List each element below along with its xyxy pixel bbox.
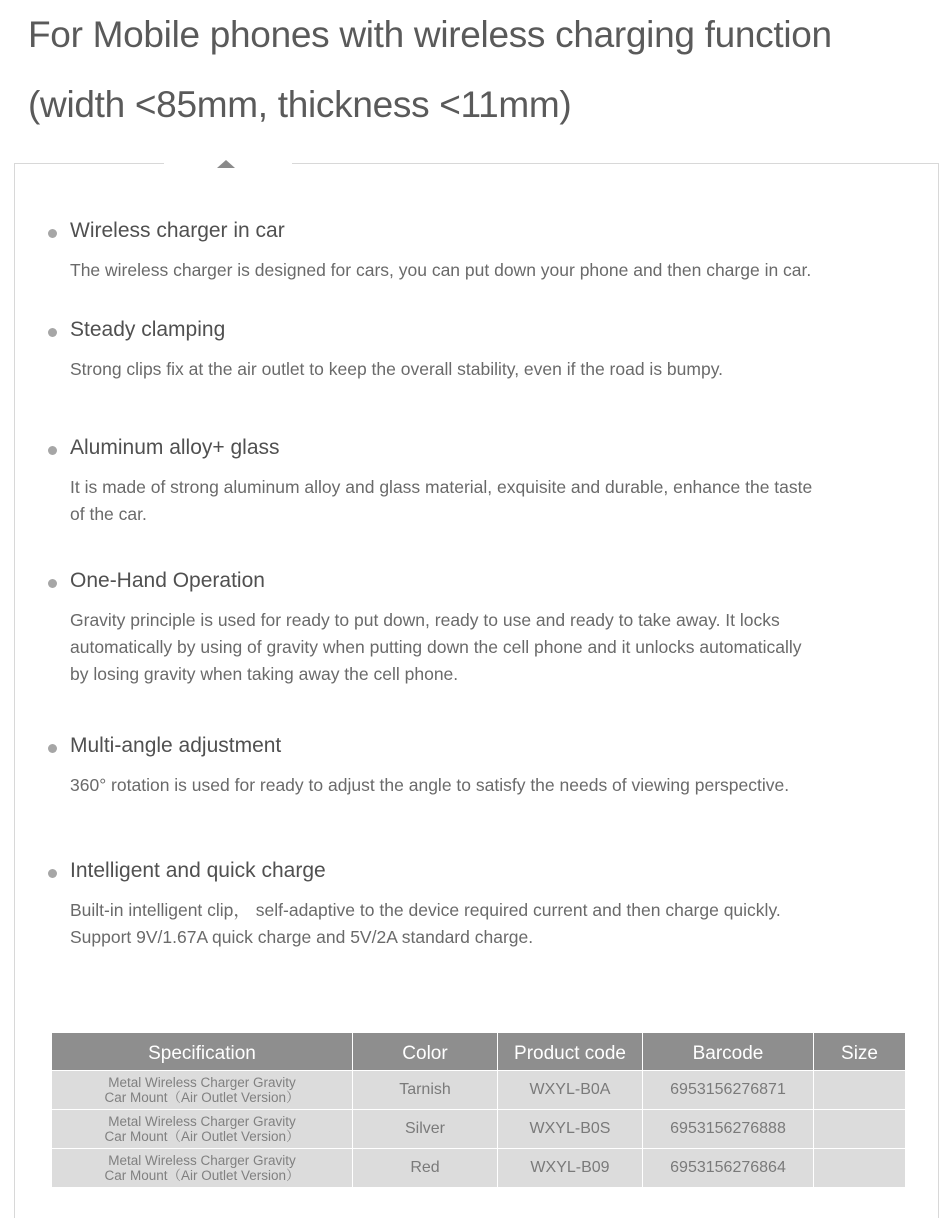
feature-title: Multi-angle adjustment: [70, 734, 282, 757]
frame-border-top-right: [292, 163, 939, 164]
feature-description: The wireless charger is designed for cars, you can put down your phone and then charge in car.: [70, 260, 812, 280]
feature-title: One-Hand Operation: [70, 569, 265, 592]
frame-border-left: [14, 163, 15, 1218]
cell-color: Red: [353, 1149, 498, 1188]
feature-description: Strong clips fix at the air outlet to keep the overall stability, even if the road is bumpy.: [70, 359, 724, 379]
cell-size: [814, 1110, 906, 1149]
feature-title: Steady clamping: [70, 318, 226, 341]
cell-product-code: WXYL-B09: [498, 1149, 643, 1188]
feature-description: Gravity principle is used for ready to put down, ready to use and ready to take away. It locks automatically by using of gravity when putting down the cell phone and it unlocks automatically by losing gravity when taking away the cell phone.: [70, 610, 802, 684]
table-header-row: [52, 1033, 906, 1071]
feature-title: Intelligent and quick charge: [70, 859, 326, 882]
column-header-barcode: Barcode: [643, 1033, 814, 1071]
cell-specification: Metal Wireless Charger Gravity Car Mount（Air Outlet Version）: [52, 1149, 353, 1188]
cell-size: [814, 1149, 906, 1188]
table-row: [52, 1071, 906, 1110]
column-header-size: Size: [814, 1033, 906, 1071]
cell-barcode: 6953156276864: [643, 1149, 814, 1188]
cell-specification: Metal Wireless Charger Gravity Car Mount（Air Outlet Version）: [52, 1071, 353, 1110]
column-header-color: Color: [353, 1033, 498, 1071]
cell-specification: Metal Wireless Charger Gravity Car Mount（Air Outlet Version）: [52, 1110, 353, 1149]
headline-line-2: (width <85mm, thickness <11mm): [28, 84, 572, 125]
column-header-specification: Specification: [52, 1033, 353, 1071]
feature-title: Aluminum alloy+ glass: [70, 436, 280, 459]
bullet-dot-icon: [48, 579, 57, 588]
bullet-dot-icon: [48, 869, 57, 878]
frame-border-top-left: [14, 163, 164, 164]
bullet-dot-icon: [48, 744, 57, 753]
cell-product-code: WXYL-B0A: [498, 1071, 643, 1110]
cell-product-code: WXYL-B0S: [498, 1110, 643, 1149]
caret-up-icon: [217, 160, 235, 168]
headline-line-1: For Mobile phones with wireless charging function: [28, 14, 832, 55]
feature-description: It is made of strong aluminum alloy and glass material, exquisite and durable, enhance the taste of the car.: [70, 477, 813, 524]
frame-border-right: [938, 163, 939, 1218]
cell-size: [814, 1071, 906, 1110]
feature-description: 360° rotation is used for ready to adjust the angle to satisfy the needs of viewing perspective.: [70, 775, 790, 795]
bullet-dot-icon: [48, 229, 57, 238]
cell-color: Tarnish: [353, 1071, 498, 1110]
bullet-dot-icon: [48, 446, 57, 455]
specification-table: [51, 1032, 906, 1188]
table-row: [52, 1149, 906, 1188]
column-header-product-code: Product code: [498, 1033, 643, 1071]
cell-barcode: 6953156276871: [643, 1071, 814, 1110]
feature-description: Built-in intelligent clip， self-adaptive to the device required current and then charge quickly. Support 9V/1.67A quick charge and 5V/2A standard charge.: [70, 900, 781, 947]
cell-barcode: 6953156276888: [643, 1110, 814, 1149]
feature-title: Wireless charger in car: [70, 219, 285, 242]
table-row: [52, 1110, 906, 1149]
cell-color: Silver: [353, 1110, 498, 1149]
bullet-dot-icon: [48, 328, 57, 337]
